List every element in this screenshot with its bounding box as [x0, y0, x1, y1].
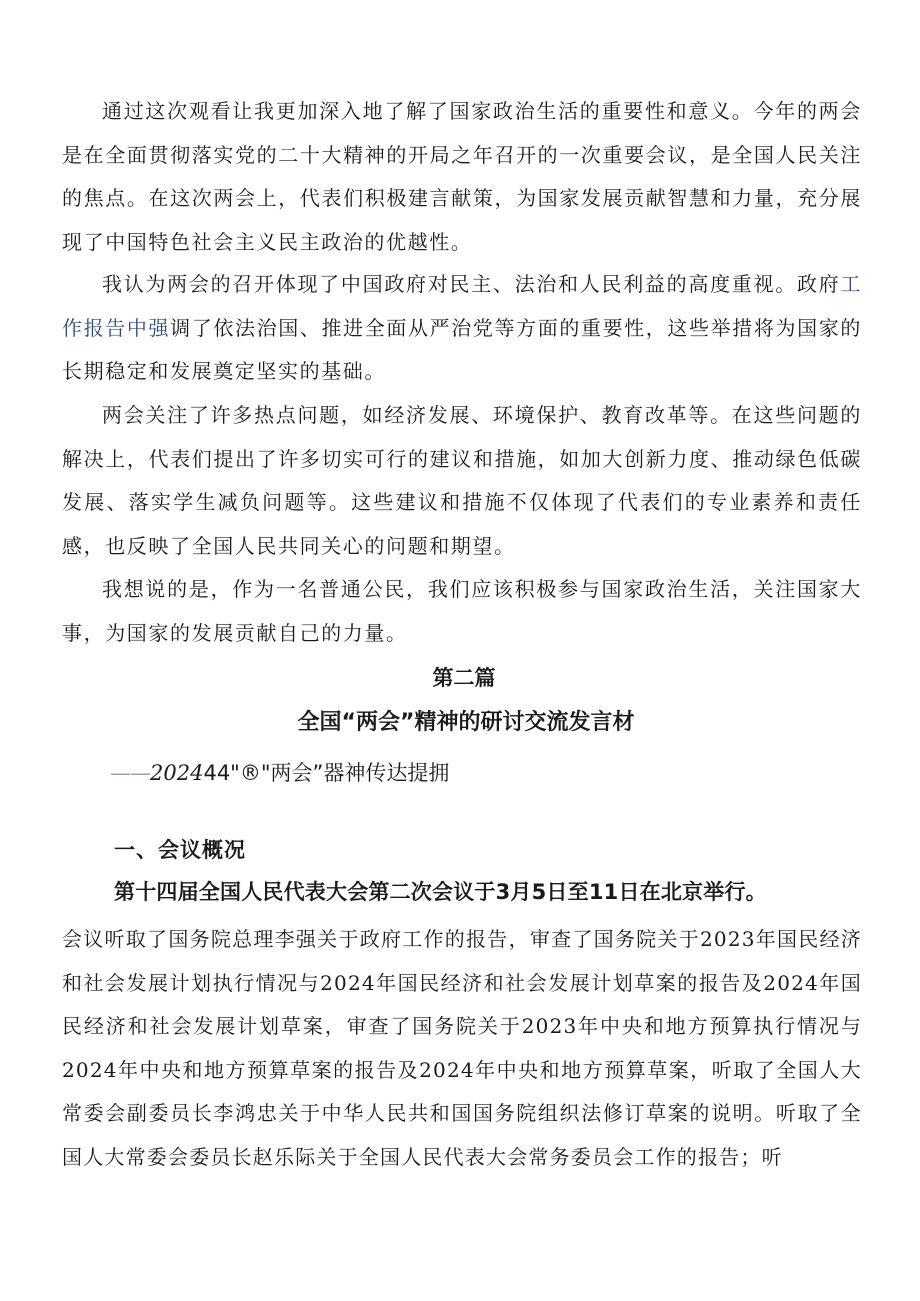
meeting-lead-sentence: 第十四届全国人民代表大会第二次会议于3月5日至11日在北京举行。: [114, 880, 767, 904]
section-title: 第二篇: [432, 666, 496, 690]
paragraph-government-report: [62, 263, 862, 394]
overview-heading: 一、会议概况: [114, 838, 246, 862]
meeting-body-paragraph: 会议听取了国务院总理李强关于政府工作的报告，审查了国务院关于2023年国民经济和社会发展计划执行情况与2024年国民经济和社会发展计划草案的报告及2024年国民经济和社会发展计划草案，审查了国务院关于2023年中央和地方预算执行情况与2024年中央和地方预算草案的报告及2024年中央和地方预算草案，听取了全国人大常委会副委员长李鸿忠关于中华人民共和国国务院组织法修订草案的说明。听取了全国人大常委会委员长赵乐际关于全国人民代表大会常务委员会工作的报告；听: [62, 927, 862, 1169]
paragraph-citizen-role: 我想说的是，作为一名普通公民，我们应该积极参与国家政治生活，关注国家大事，为国家的发展贡献自己的力量。: [62, 577, 862, 645]
paragraph-hot-topics: 两会关注了许多热点问题，如经济发展、环境保护、教育改革等。在这些问题的解决上，代表们提出了许多切实可行的建议和措施，如加大创新力度、推动绿色低碳发展、落实学生减负问题等。这些建议和措施不仅体现了代表们的专业素养和责任感，也反映了全国人民共同关心的问题和期望。: [62, 403, 862, 558]
paragraph-text-end: 调了依法治国、推进全面从严治党等方面的重要性，这些举措将为国家的长期稳定和发展奠定坚实的基础。: [62, 315, 863, 383]
paragraph-viewing-reflection: 通过这次观看让我更加深入地了解了国家政治生活的重要性和意义。今年的两会是在全面贯彻落实党的二十大精神的开局之年召开的一次重要会议，是全国人民关注的焦点。在这次两会上，代表们积极建言献策，为国家发展贡献智慧和力量，充分展现了中国特色社会主义民主政治的优越性。: [62, 99, 862, 254]
year-text: 2024: [150, 761, 204, 785]
dash-prefix: ——: [110, 761, 150, 785]
section-subtitle: 全国“两会”精神的研讨交流发言材: [297, 710, 635, 735]
garbled-text: 44"®"两会”器神传达提拥: [203, 761, 450, 785]
garbled-subheading: [110, 757, 449, 787]
highlighted-text: 工作报告中强: [62, 272, 862, 340]
paragraph-text-start: 我认为两会的召开体现了中国政府对民主、法治和人民利益的高度重视。政府: [102, 272, 841, 296]
